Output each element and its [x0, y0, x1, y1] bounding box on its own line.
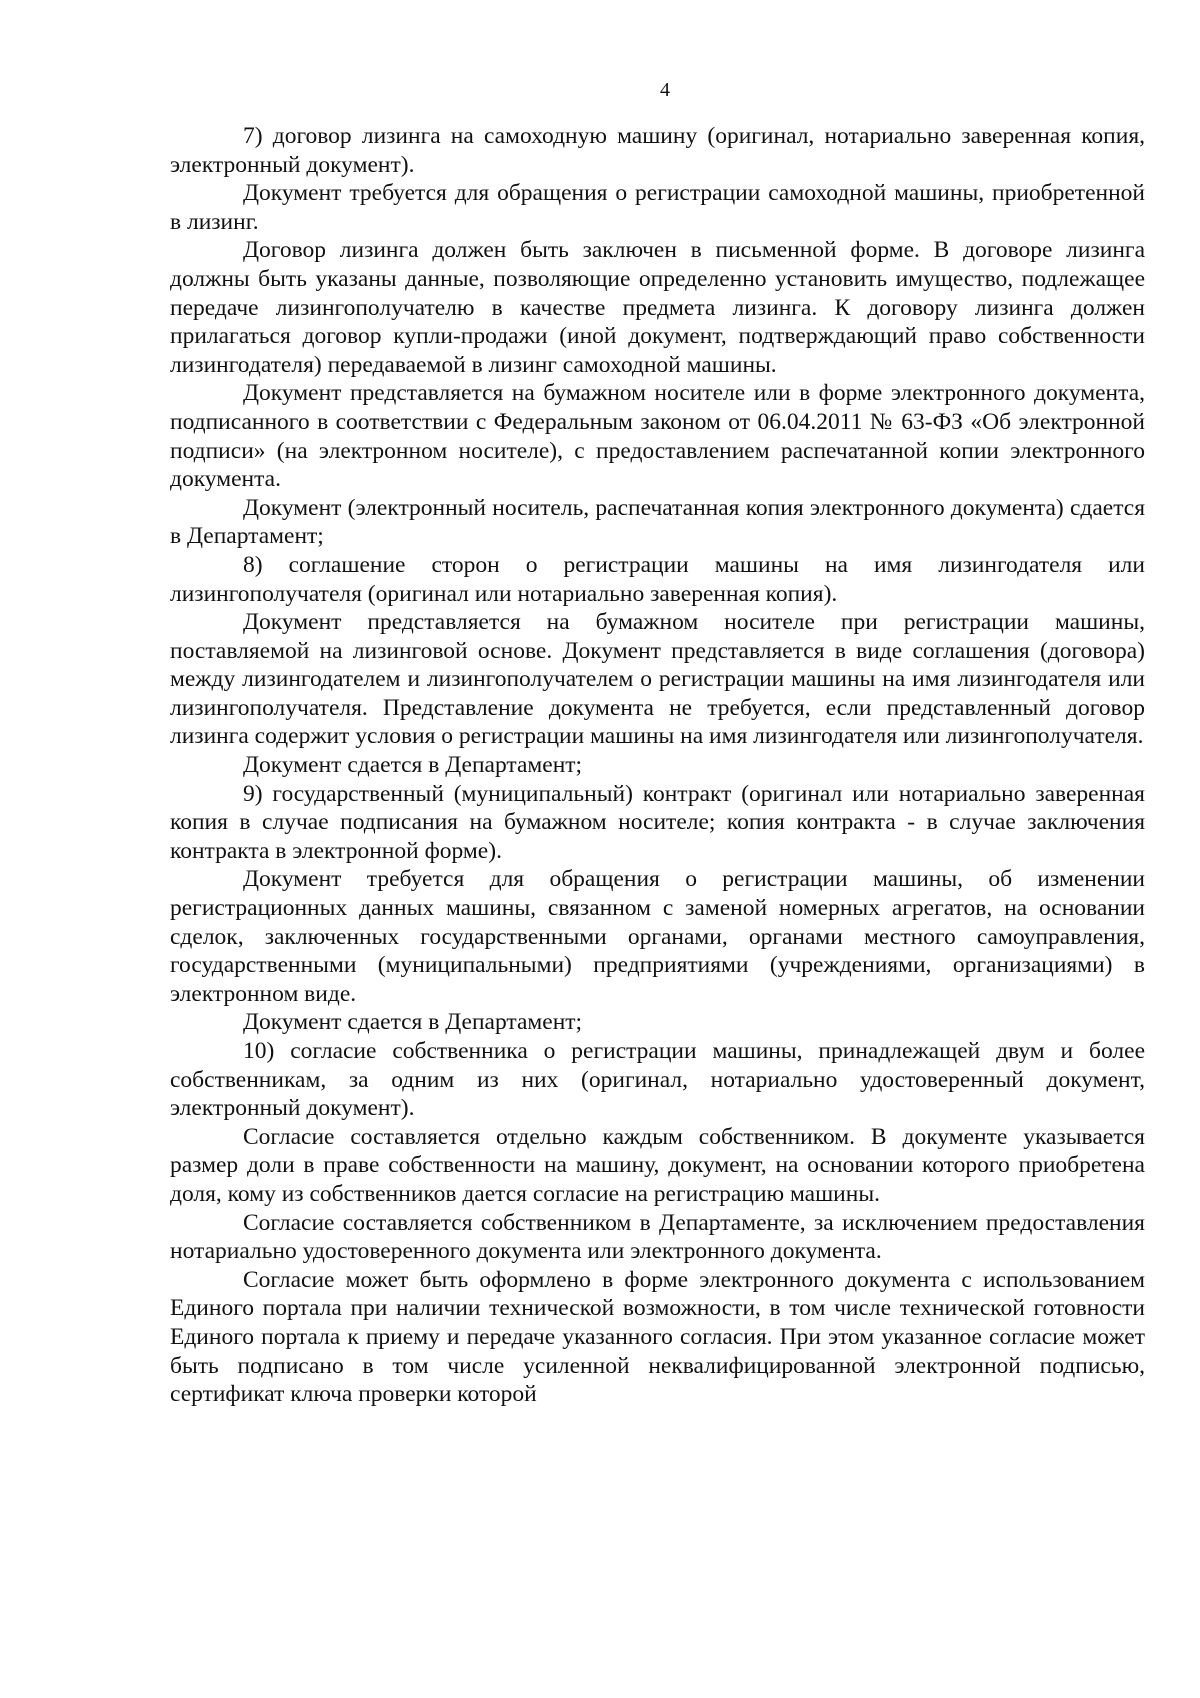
- paragraph-item-9-details: Документ требуется для обращения о регистрации машины, об изменении регистрационных данных машины, связанном с заменой номерных агрегатов, на основании сделок, заключенных государственными органами, органами местного самоуправления, государственными (муниципальными) предприятиями (учреждениями, организациями) в электронном виде.: [170, 866, 1145, 1007]
- paragraph-item-8: 8) соглашение сторон о регистрации машины на имя лизингодателя или лизингополучателя (оригинал или нотариально заверенная копия).: [170, 551, 1145, 607]
- paragraph-item-8-details: Документ представляется на бумажном носителе при регистрации машины, поставляемой на лизинговой основе. Документ представляется в виде соглашения (договора) между лизингодателем и лизингополучателем о регистрации машины на имя лизингодателя или лизингополучателя. Представление документа не требуется, если представленный договор лизинга содержит условия о регистрации машины на имя лизингодателя или лизингополучателя.: [170, 609, 1145, 750]
- paragraph-item-7-delivery: Документ (электронный носитель, распечатанная копия электронного документа) сдается в Департамент;: [170, 494, 1145, 550]
- document-body: [170, 122, 1145, 1409]
- paragraph-item-10-electronic: Согласие может быть оформлено в форме электронного документа с использованием Единого портала при наличии технической возможности, в том числе технической готовности Единого портала к приему и передаче указанного согласия. При этом указанное согласие может быть подписано в том числе усиленной неквалифицированной электронной подписью, сертификат ключа проверки которой: [170, 1266, 1145, 1408]
- paragraph-item-10: 10) согласие собственника о регистрации машины, принадлежащей двум и более собственникам, за одним из них (оригинал, нотариально удостоверенный документ, электронный документ).: [170, 1038, 1145, 1122]
- paragraph-item-9: 9) государственный (муниципальный) контракт (оригинал или нотариально заверенная копия в случае подписания на бумажном носителе; копия контракта - в случае заключения контракта в электронной форме).: [170, 780, 1145, 864]
- paragraph-item-9-delivery: Документ сдается в Департамент;: [243, 1009, 583, 1036]
- paragraph-item-7-form: Договор лизинга должен быть заключен в письменной форме. В договоре лизинга должны быть указаны данные, позволяющие определенно установить имущество, подлежащее передаче лизингополучателю в качестве предмета лизинга. К договору лизинга должен прилагаться договор купли-продажи (иной документ, подтверждающий право собственности лизингодателя) передаваемой в лизинг самоходной машины.: [170, 237, 1145, 378]
- paragraph-item-8-delivery: Документ сдается в Департамент;: [243, 752, 583, 779]
- paragraph-item-10-details: Согласие составляется отдельно каждым собственником. В документе указывается размер доли в праве собственности на машину, документ, на основании которого приобретена доля, кому из собственников дается согласие на регистрацию машины.: [170, 1123, 1145, 1207]
- paragraph-item-7-purpose: Документ требуется для обращения о регистрации самоходной машины, приобретенной в лизинг.: [170, 180, 1145, 235]
- paragraph-item-7: 7) договор лизинга на самоходную машину (оригинал, нотариально заверенная копия, электронный документ).: [170, 123, 1145, 178]
- paragraph-item-10-place: Согласие составляется собственником в Департаменте, за исключением предоставления нотариально удостоверенного документа или электронного документа.: [170, 1209, 1145, 1265]
- paragraph-item-7-submission: Документ представляется на бумажном носителе или в форме электронного документа, подписанного в соответствии с Федеральным законом от 06.04.2011 № 63-ФЗ «Об электронной подписи» (на электронном носителе), с предоставлением распечатанной копии электронного документа.: [170, 380, 1145, 493]
- page-number: 4: [660, 79, 670, 101]
